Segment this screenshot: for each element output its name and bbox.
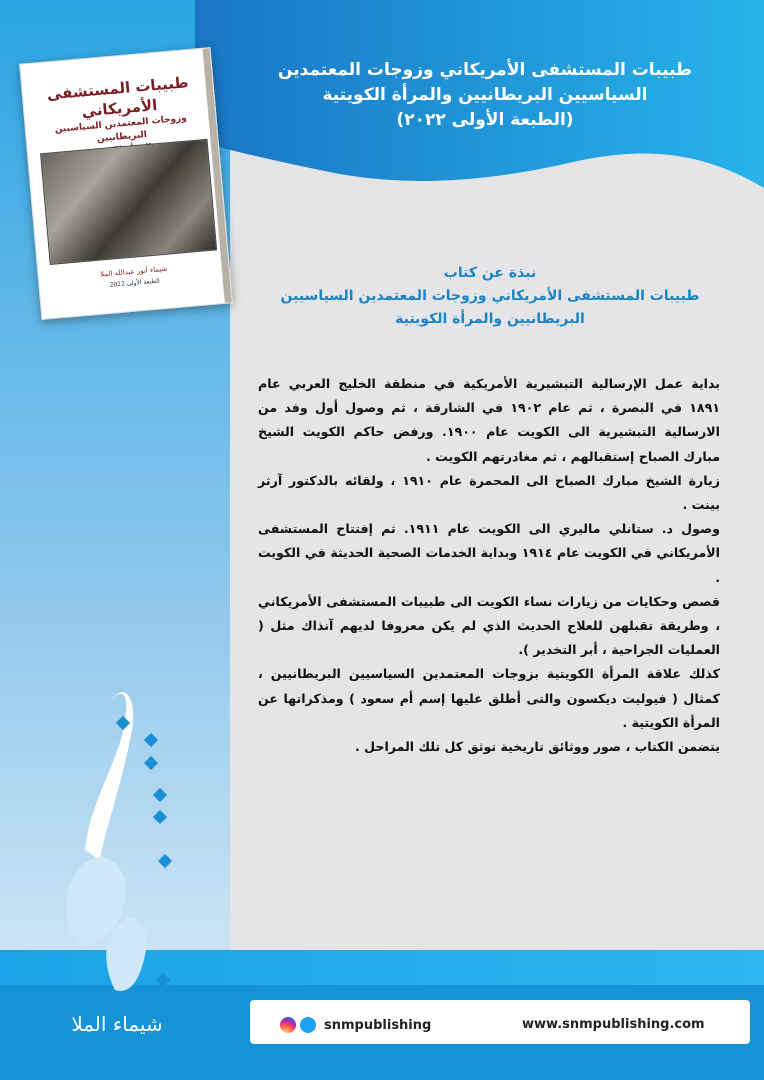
body-paragraph-1: بداية عمل الإرسالية التبشيرية الأمريكية في منطقة الخليج العربي عام ١٨٩١ في البصرة ، ثم عام ١٩٠٢ في الشارقة ، ثم وصول أول وفد من الارسالية التبشيرية الى الكويت عام ١٩٠٠. ورفض حاكم الكويت الشيخ مبارك الصباح إستقبالهم ، ثم مغادرتهم الكويت .	[258, 376, 720, 464]
header-title-line-2: السياسيين البريطانيين والمرأة الكويتية	[322, 85, 648, 105]
summary-heading-line-2: طبيبات المستشفى الأمريكاني وزوجات المعتمدين السياسيين	[280, 288, 700, 304]
body-paragraph-3: وصول د. ستانلي ماليري الى الكويت عام ١٩١١. ثم إفتتاح المستشفى الأمريكاني في الكويت عام ١٩١٤ وبداية الخدمات الصحية الحديثة في الكويت .	[258, 521, 720, 585]
body-text	[258, 372, 720, 759]
body-paragraph-2: زيارة الشيخ مبارك الصباح الى المحمرة عام ١٩١٠ ، ولقائه بالدكتور آرثر بينت .	[258, 472, 720, 513]
header-title-line-1: طبيبات المستشفى الأمريكاني وزوجات المعتمدين	[277, 60, 693, 80]
cover-title-sub-1: وزوجات المعتمدين السياسيين البريطانيين	[54, 113, 188, 145]
summary-heading-line-1: نبذة عن كتاب	[443, 265, 537, 281]
summary-heading-line-3: البريطانيين والمرأة الكويتية	[395, 311, 585, 327]
body-paragraph-4: قصص وحكايات من زيارات نساء الكويت الى طبيبات المستشفى الأمريكاني ، وطريقة تقبلهن للعلاج الحديث الذي لم يكن معروفا لديهم آنذاك مثل ( العمليات الجراحية ، أبر التخدير ).	[258, 593, 720, 658]
body-paragraph-5: كذلك علاقة المرأة الكويتية بزوجات المعتمدين السياسيين البريطانيين ، كمثال ( فيوليت ديكسون والتى أطلق عليها إسم أم سعود ) ومذكراتها عن المرأة الكويتية .	[258, 666, 720, 730]
cover-title-main: طبيبات المستشفى الأمريكاني	[46, 73, 190, 121]
header-title	[250, 58, 720, 133]
book-cover	[19, 47, 233, 320]
cover-photo	[40, 139, 217, 265]
website-link[interactable]: www.snmpublishing.com	[522, 1017, 705, 1032]
footer-social	[280, 1015, 431, 1035]
header-title-line-3: (الطبعة الأولى ٢٠٢٢)	[396, 110, 574, 130]
summary-heading	[260, 262, 720, 331]
body-paragraph-6: يتضمن الكتاب ، صور ووثائق تاريخية توثق كل تلك المراحل .	[355, 739, 720, 755]
signature-name: شيماء الملا	[71, 1012, 163, 1036]
social-handle[interactable]: snmpublishing	[324, 1017, 432, 1033]
cover-edition: الطبعة الأولى 2022	[109, 277, 161, 289]
cover-author: شيماء أنور عبدالله الملا	[99, 264, 168, 279]
instagram-icon[interactable]	[280, 1017, 296, 1033]
twitter-icon[interactable]	[300, 1017, 316, 1033]
